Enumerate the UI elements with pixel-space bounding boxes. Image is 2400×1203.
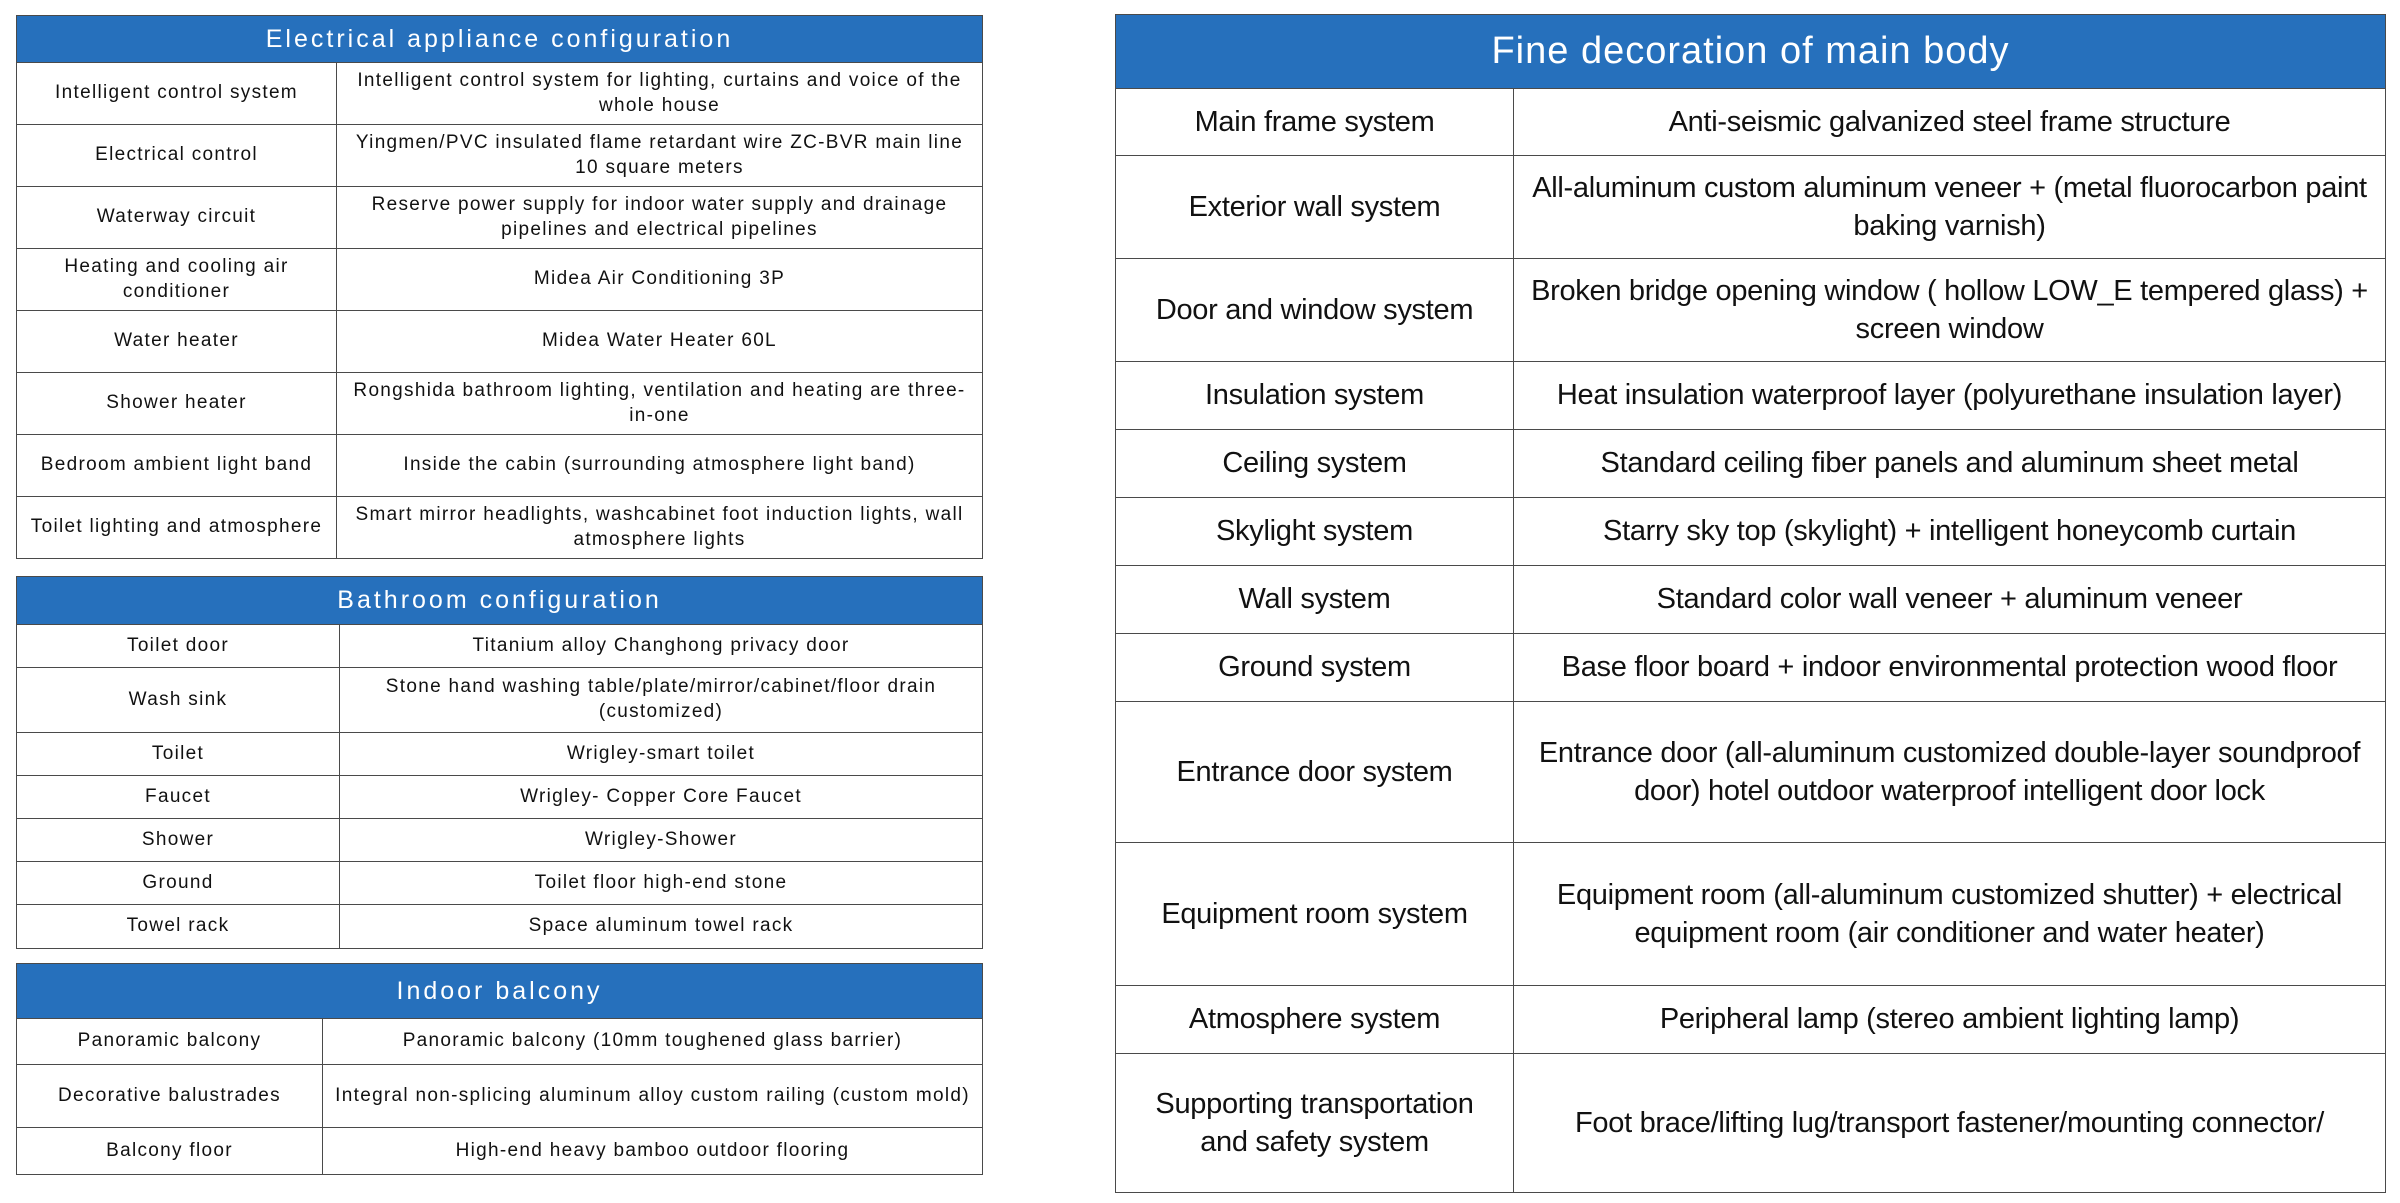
table-row: [1116, 986, 2386, 1054]
row-value: Midea Air Conditioning 3P: [337, 249, 983, 311]
row-label: Toilet lighting and atmosphere: [17, 497, 337, 559]
table-title: Indoor balcony: [17, 964, 983, 1019]
row-label: Faucet: [17, 776, 340, 819]
table-row: [17, 1065, 983, 1128]
table-row: [1116, 89, 2386, 156]
row-value: Wrigley-smart toilet: [340, 733, 983, 776]
row-value: Peripheral lamp (stereo ambient lighting lamp): [1514, 986, 2386, 1054]
table-row: [17, 435, 983, 497]
table-title: Bathroom configuration: [17, 577, 983, 625]
row-value: Standard ceiling fiber panels and aluminum sheet metal: [1514, 430, 2386, 498]
table-row: [1116, 702, 2386, 843]
table-title: Fine decoration of main body: [1116, 15, 2386, 89]
table-row: [17, 187, 983, 249]
table-row: [1116, 430, 2386, 498]
row-label: Wash sink: [17, 668, 340, 733]
row-label: Ground: [17, 862, 340, 905]
row-label: Toilet door: [17, 625, 340, 668]
row-value: Wrigley-Shower: [340, 819, 983, 862]
table-row: [17, 625, 983, 668]
table-row: [17, 905, 983, 949]
table-row: [1116, 634, 2386, 702]
table-row: [17, 776, 983, 819]
table-row: [17, 1128, 983, 1175]
indoor-balcony-table: [16, 963, 983, 1175]
row-label: Intelligent control system: [17, 63, 337, 125]
row-label: Electrical control: [17, 125, 337, 187]
row-label: Equipment room system: [1116, 843, 1514, 986]
row-value: Heat insulation waterproof layer (polyurethane insulation layer): [1514, 362, 2386, 430]
bathroom-config-table: [16, 576, 983, 949]
table-row: [1116, 156, 2386, 259]
row-label: Heating and cooling air conditioner: [17, 249, 337, 311]
row-label: Towel rack: [17, 905, 340, 949]
table-row: [1116, 259, 2386, 362]
row-label: Waterway circuit: [17, 187, 337, 249]
row-label: Atmosphere system: [1116, 986, 1514, 1054]
row-label: Ceiling system: [1116, 430, 1514, 498]
row-label: Toilet: [17, 733, 340, 776]
row-label: Door and window system: [1116, 259, 1514, 362]
electrical-config-table: [16, 15, 983, 559]
row-value: Yingmen/PVC insulated flame retardant wire ZC-BVR main line 10 square meters: [337, 125, 983, 187]
row-label: Skylight system: [1116, 498, 1514, 566]
row-label: Shower: [17, 819, 340, 862]
table-row: [1116, 498, 2386, 566]
row-label: Wall system: [1116, 566, 1514, 634]
row-value: Foot brace/lifting lug/transport fastener/mounting connector/: [1514, 1054, 2386, 1193]
table-row: [1116, 566, 2386, 634]
row-label: Decorative balustrades: [17, 1065, 323, 1128]
row-value: Wrigley- Copper Core Faucet: [340, 776, 983, 819]
table-row: [17, 497, 983, 559]
row-value: Space aluminum towel rack: [340, 905, 983, 949]
row-value: Rongshida bathroom lighting, ventilation and heating are three-in-one: [337, 373, 983, 435]
table-row: [17, 63, 983, 125]
row-value: Panoramic balcony (10mm toughened glass barrier): [323, 1019, 983, 1065]
row-value: Standard color wall veneer + aluminum veneer: [1514, 566, 2386, 634]
table-row: [17, 373, 983, 435]
row-label: Panoramic balcony: [17, 1019, 323, 1065]
row-label: Balcony floor: [17, 1128, 323, 1175]
row-value: Anti-seismic galvanized steel frame structure: [1514, 89, 2386, 156]
row-value: Reserve power supply for indoor water supply and drainage pipelines and electrical pipelines: [337, 187, 983, 249]
row-value: Smart mirror headlights, washcabinet foot induction lights, wall atmosphere lights: [337, 497, 983, 559]
table-row: [17, 819, 983, 862]
row-label: Main frame system: [1116, 89, 1514, 156]
table-title: Electrical appliance configuration: [17, 16, 983, 63]
table-row: [1116, 1054, 2386, 1193]
row-label: Bedroom ambient light band: [17, 435, 337, 497]
row-value: Titanium alloy Changhong privacy door: [340, 625, 983, 668]
row-value: Entrance door (all-aluminum customized double-layer soundproof door) hotel outdoor waterproof intelligent door lock: [1514, 702, 2386, 843]
table-row: [17, 733, 983, 776]
table-row: [17, 125, 983, 187]
row-label: Exterior wall system: [1116, 156, 1514, 259]
row-label: Supporting transportation and safety system: [1116, 1054, 1514, 1193]
row-value: Intelligent control system for lighting, curtains and voice of the whole house: [337, 63, 983, 125]
row-value: Integral non-splicing aluminum alloy custom railing (custom mold): [323, 1065, 983, 1128]
fine-decoration-table: [1115, 14, 2386, 1193]
row-value: Equipment room (all-aluminum customized shutter) + electrical equipment room (air conditioner and water heater): [1514, 843, 2386, 986]
table-row: [17, 668, 983, 733]
row-value: Midea Water Heater 60L: [337, 311, 983, 373]
row-value: High-end heavy bamboo outdoor flooring: [323, 1128, 983, 1175]
row-value: Stone hand washing table/plate/mirror/cabinet/floor drain (customized): [340, 668, 983, 733]
table-row: [1116, 843, 2386, 986]
row-label: Ground system: [1116, 634, 1514, 702]
row-value: Broken bridge opening window ( hollow LOW_E tempered glass) + screen window: [1514, 259, 2386, 362]
row-value: Inside the cabin (surrounding atmosphere light band): [337, 435, 983, 497]
table-row: [17, 311, 983, 373]
row-label: Water heater: [17, 311, 337, 373]
row-label: Shower heater: [17, 373, 337, 435]
row-label: Insulation system: [1116, 362, 1514, 430]
table-row: [17, 249, 983, 311]
row-value: Toilet floor high-end stone: [340, 862, 983, 905]
row-label: Entrance door system: [1116, 702, 1514, 843]
row-value: All-aluminum custom aluminum veneer + (metal fluorocarbon paint baking varnish): [1514, 156, 2386, 259]
table-row: [1116, 362, 2386, 430]
table-row: [17, 862, 983, 905]
row-value: Base floor board + indoor environmental protection wood floor: [1514, 634, 2386, 702]
row-value: Starry sky top (skylight) + intelligent honeycomb curtain: [1514, 498, 2386, 566]
table-row: [17, 1019, 983, 1065]
